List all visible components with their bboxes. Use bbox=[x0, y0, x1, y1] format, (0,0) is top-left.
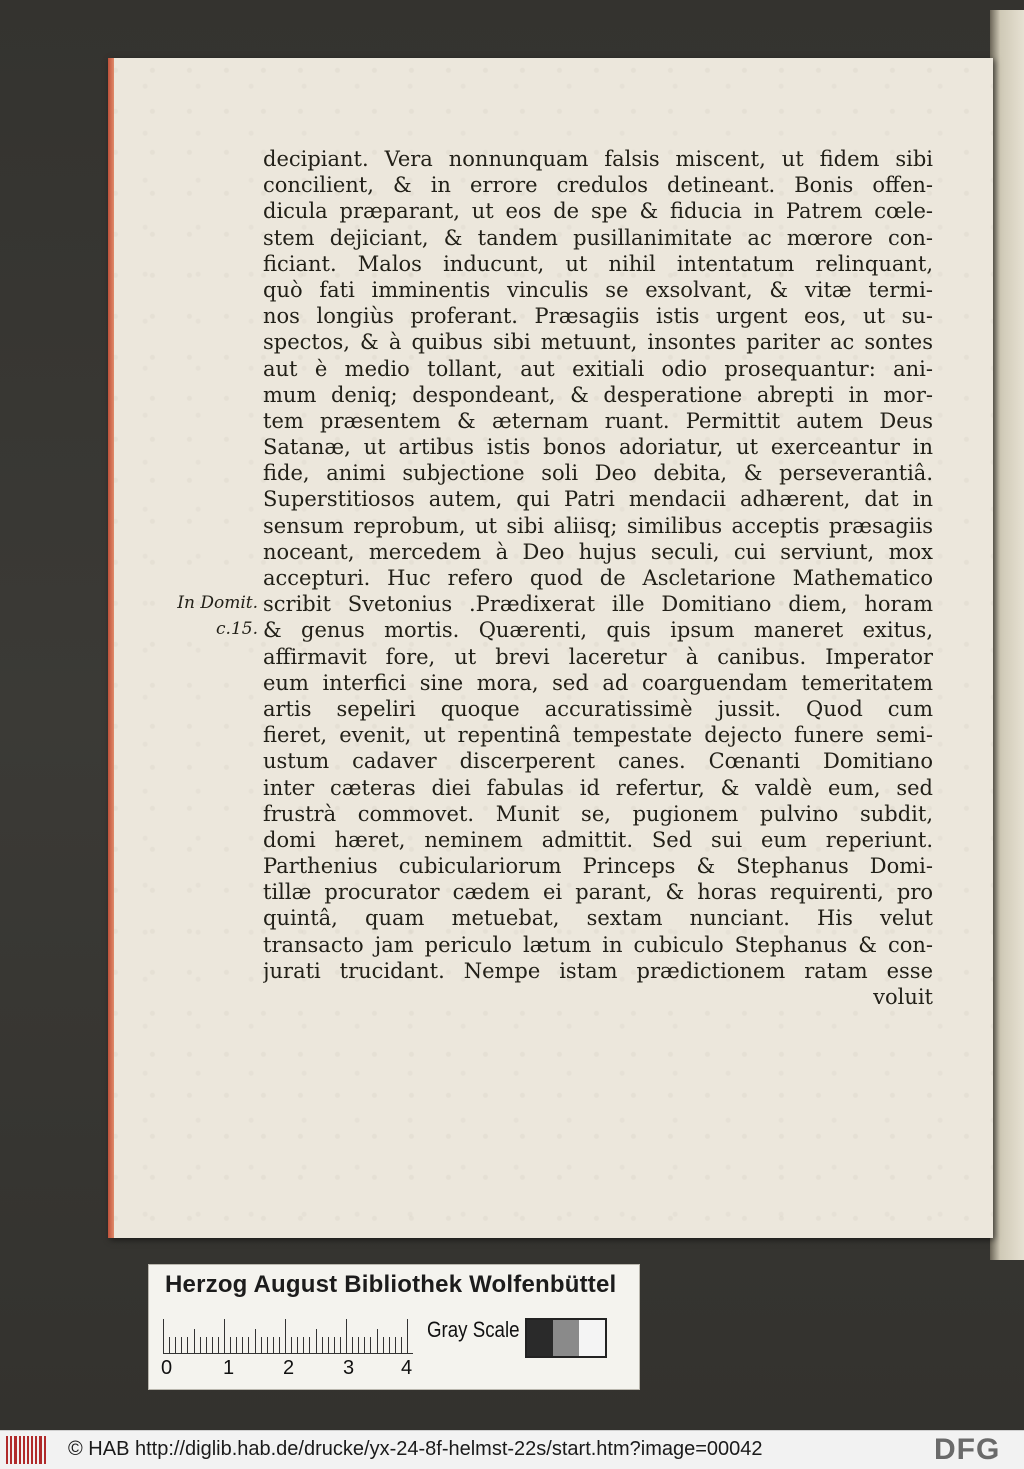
ruler-tick bbox=[236, 1337, 237, 1353]
ruler-tick bbox=[261, 1337, 262, 1353]
text-line: noceant, mercedem à Deo hujus seculi, cui serviunt, mox bbox=[263, 539, 933, 564]
text-line: stem dejiciant, & tandem pusillanimitate ac mœrore con- bbox=[263, 225, 933, 250]
text-line: fide, animi subjectione soli Deo debita, & perseverantiâ. bbox=[263, 461, 933, 486]
ruler-number: 1 bbox=[223, 1357, 235, 1379]
text-line: nos longiùs proferant. Præsagiis istis urgent eos, ut su- bbox=[263, 304, 933, 329]
ruler-tick bbox=[291, 1337, 292, 1353]
footer-bar bbox=[0, 1430, 1024, 1469]
ruler-tick bbox=[328, 1337, 329, 1353]
ruler-tick bbox=[322, 1337, 323, 1353]
gray-patch-dark bbox=[527, 1320, 553, 1356]
ruler-tick bbox=[212, 1337, 213, 1353]
ruler-tick bbox=[248, 1337, 249, 1353]
gray-patch-mid bbox=[553, 1320, 579, 1356]
margin-note-line: c.15. bbox=[216, 619, 258, 639]
text-line: inter cæteras diei fabulas id refertur, & valdè eum, sed bbox=[263, 775, 933, 800]
ruler-number: 4 bbox=[401, 1357, 413, 1379]
ruler-tick bbox=[242, 1337, 243, 1353]
ruler-tick bbox=[169, 1337, 170, 1353]
ruler-tick bbox=[200, 1337, 201, 1353]
text-line: ustum cadaver discerperent canes. Cœnanti Domitiano bbox=[263, 749, 933, 774]
ruler-tick bbox=[383, 1337, 384, 1353]
text-line: domi hæret, neminem admittit. Sed sui eum reperiunt. bbox=[263, 827, 933, 852]
text-line: eum interfici sine mora, sed ad coarguendam temeritatem bbox=[263, 670, 933, 695]
ruler-tick bbox=[401, 1337, 402, 1353]
gray-scale-label: Gray Scale bbox=[427, 1317, 520, 1342]
ruler-tick bbox=[303, 1337, 304, 1353]
ruler-tick bbox=[163, 1319, 164, 1353]
ruler-tick bbox=[187, 1337, 188, 1353]
ruler-tick bbox=[194, 1329, 195, 1353]
text-line: scribit Svetonius .Prædixerat ille Domitiano diem, horam bbox=[263, 592, 933, 617]
text-line: concilient, & in errore credulos detineant. Bonis offen- bbox=[263, 173, 933, 198]
ruler-tick bbox=[285, 1319, 286, 1353]
text-line: jurati trucidant. Nempe istam prædictionem ratam esse bbox=[263, 958, 933, 983]
dfg-logo: DFG bbox=[934, 1433, 1001, 1466]
text-line: ficiant. Malos inducunt, ut nihil intentatum relinquant, bbox=[263, 251, 933, 276]
margin-note bbox=[158, 590, 258, 642]
text-line: frustrà commovet. Munit se, pugionem pulvino subdit, bbox=[263, 801, 933, 826]
gray-scale-patches bbox=[525, 1318, 607, 1358]
ruler-tick bbox=[352, 1337, 353, 1353]
library-name: Herzog August Bibliothek Wolfenbüttel bbox=[165, 1271, 617, 1298]
ruler-tick bbox=[389, 1337, 390, 1353]
text-line: decipiant. Vera nonnunquam falsis miscent, ut fidem sibi bbox=[263, 147, 933, 171]
ruler bbox=[163, 1319, 413, 1354]
text-line: artis sepeliri quoque accuratissimè jussit. Quod cum bbox=[263, 696, 933, 721]
ruler-tick bbox=[407, 1319, 408, 1353]
text-line: voluit bbox=[873, 985, 933, 1009]
text-line: sensum reprobum, ut sibi aliisq; similibus acceptis præsagiis bbox=[263, 513, 933, 538]
ruler-tick bbox=[395, 1337, 396, 1353]
ruler-tick bbox=[279, 1337, 280, 1353]
margin-note-line: In Domit. bbox=[177, 593, 258, 613]
gray-patch-light bbox=[579, 1320, 605, 1356]
text-line: & genus mortis. Quærenti, quis ipsum maneret exitus, bbox=[263, 618, 933, 643]
text-line: Parthenius cubiculariorum Princeps & Stephanus Domi- bbox=[263, 854, 933, 879]
ruler-tick bbox=[255, 1329, 256, 1353]
text-line: transacto jam periculo lætum in cubiculo Stephanus & con- bbox=[263, 932, 933, 957]
ruler-number: 0 bbox=[161, 1357, 173, 1379]
adjacent-page-edge bbox=[990, 10, 1024, 1260]
copyright-link[interactable]: © HAB http://diglib.hab.de/drucke/yx-24-8f-helmst-22s/start.htm?image=00042 bbox=[68, 1438, 763, 1460]
color-scale-card bbox=[148, 1264, 640, 1390]
text-line: quintâ, quam metuebat, sextam nunciant. His velut bbox=[263, 906, 933, 931]
ruler-tick bbox=[267, 1337, 268, 1353]
text-line: fieret, evenit, ut repentinâ tempestate dejecto funere semi- bbox=[263, 723, 933, 748]
text-line: affirmavit fore, ut brevi laceretur à canibus. Imperator bbox=[263, 644, 933, 669]
text-line: tillæ procurator cædem ei parant, & horas requirenti, pro bbox=[263, 880, 933, 905]
page-text-block bbox=[263, 146, 933, 1010]
page-edge bbox=[108, 58, 114, 1238]
ruler-tick bbox=[309, 1337, 310, 1353]
ruler-tick bbox=[316, 1329, 317, 1353]
text-line: quò fati imminentis vinculis se exsolvant, & vitæ termi- bbox=[263, 277, 933, 302]
ruler-tick bbox=[334, 1337, 335, 1353]
ruler-tick bbox=[224, 1319, 225, 1353]
ruler-tick bbox=[273, 1337, 274, 1353]
ruler-tick bbox=[230, 1337, 231, 1353]
ruler-tick bbox=[218, 1337, 219, 1353]
ruler-number: 2 bbox=[283, 1357, 295, 1379]
text-line: Superstitiosos autem, qui Patri mendacii adhærent, dat in bbox=[263, 487, 933, 512]
ruler-number: 3 bbox=[343, 1357, 355, 1379]
ruler-tick bbox=[346, 1319, 347, 1353]
barcode-icon bbox=[6, 1436, 46, 1464]
ruler-tick bbox=[370, 1337, 371, 1353]
text-line: Satanæ, ut artibus istis bonos adoriatur, ut exerceantur in bbox=[263, 435, 933, 460]
ruler-tick bbox=[377, 1329, 378, 1353]
ruler-tick bbox=[297, 1337, 298, 1353]
ruler-tick bbox=[364, 1337, 365, 1353]
ruler-tick bbox=[175, 1337, 176, 1353]
text-line: mum deniq; despondeant, & desperatione abrepti in mor- bbox=[263, 382, 933, 407]
text-line: aut è medio tollant, aut exitiali odio prosequantur: ani- bbox=[263, 356, 933, 381]
text-line: dicula præparant, ut eos de spe & fiducia in Patrem cœle- bbox=[263, 199, 933, 224]
ruler-tick bbox=[206, 1337, 207, 1353]
text-line: spectos, & à quibus sibi metuunt, insontes pariter ac sontes bbox=[263, 330, 933, 355]
ruler-tick bbox=[181, 1337, 182, 1353]
ruler-tick bbox=[358, 1337, 359, 1353]
ruler-tick bbox=[340, 1337, 341, 1353]
text-line: accepturi. Huc refero quod de Ascletarione Mathematico bbox=[263, 566, 933, 590]
text-line: tem præsentem & æternam ruant. Permittit autem Deus bbox=[263, 408, 933, 433]
